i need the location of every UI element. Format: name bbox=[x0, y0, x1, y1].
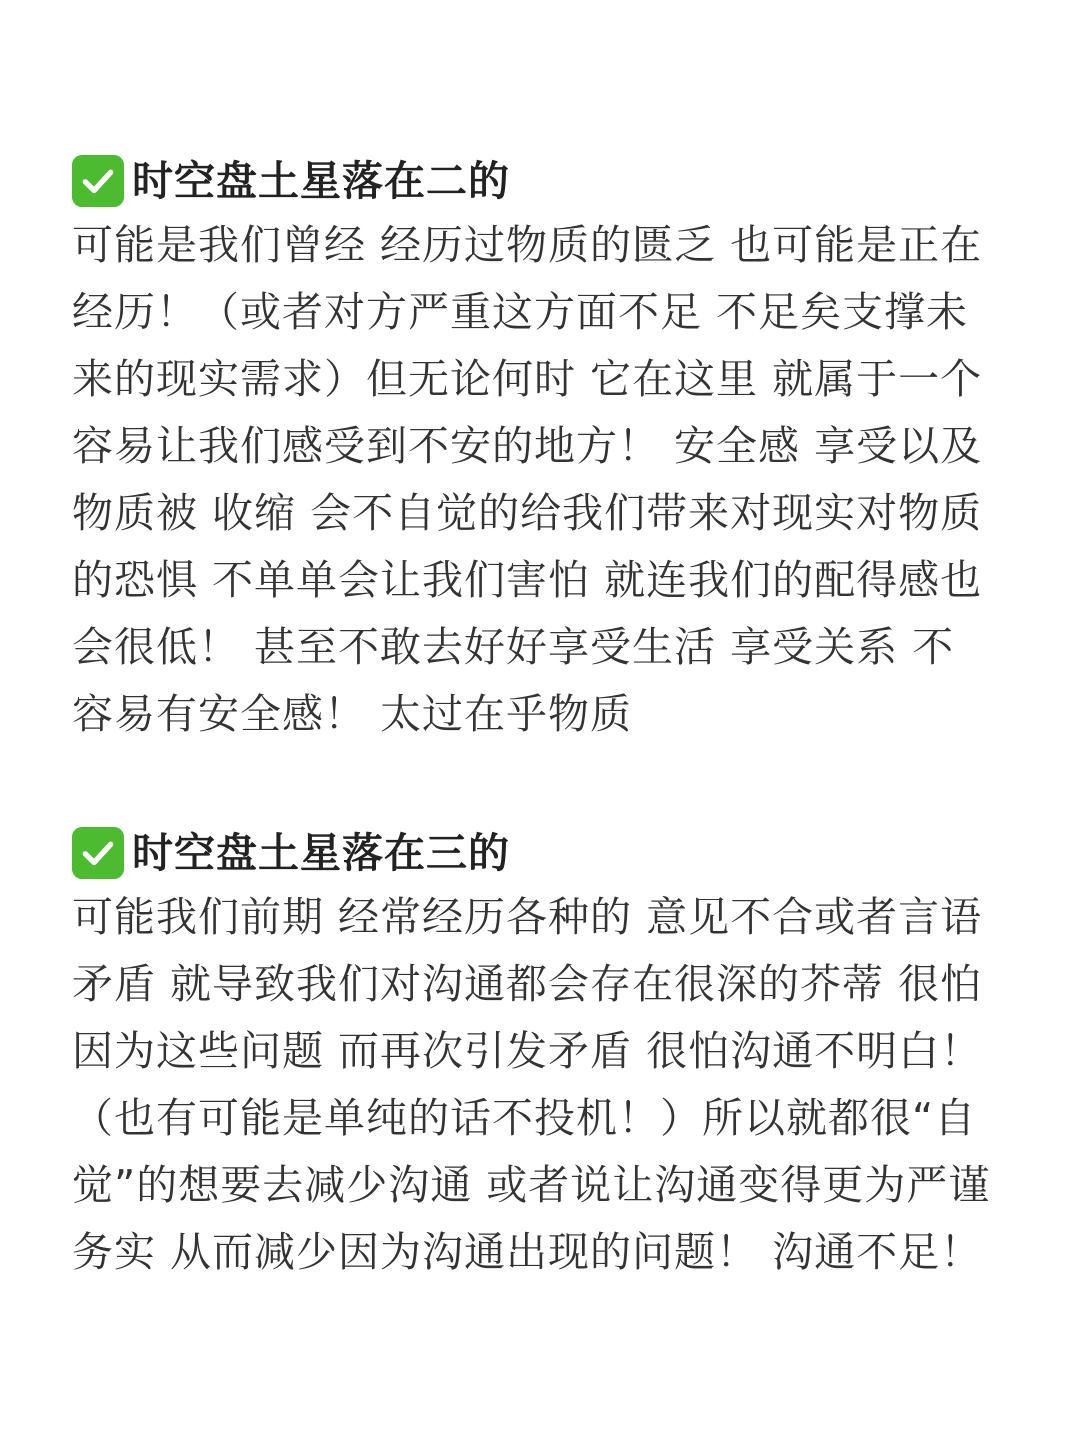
section-heading bbox=[72, 150, 992, 212]
section-saturn-third-house bbox=[72, 822, 992, 1286]
check-mark-icon bbox=[72, 155, 124, 207]
section-body-text: 可能我们前期 经常经历各种的 意见不合或者言语矛盾 就导致我们对沟通都会存在很深的芥蒂 很怕因为这些问题 而再次引发矛盾 很怕沟通不明白！（也有可能是单纯的话不投机！）所以就都很“自觉”的想要去减少沟通 或者说让沟通变得更为严谨 务实 从而减少因为沟通出现的问题！ 沟通不足！ bbox=[72, 893, 991, 1276]
section-heading bbox=[72, 822, 992, 884]
heading-title: 时空盘土星落在二的 bbox=[132, 157, 510, 205]
heading-title: 时空盘土星落在三的 bbox=[132, 829, 510, 877]
section-saturn-second-house bbox=[72, 150, 992, 748]
section-body-text: 可能是我们曾经 经历过物质的匮乏 也可能是正在经历！（或者对方严重这方面不足 不足矣支撑未来的现实需求）但无论何时 它在这里 就属于一个 容易让我们感受到不安的地方！ 安全感 享受以及物质被 收缩 会不自觉的给我们带来对现实对物质的恐惧 不单单会让我们害怕 就连我们的配得感也会很低！ 甚至不敢去好好享受生活 享受关系 不容易有安全感！ 太过在乎物质 bbox=[72, 221, 983, 738]
check-mark-icon bbox=[72, 827, 124, 879]
